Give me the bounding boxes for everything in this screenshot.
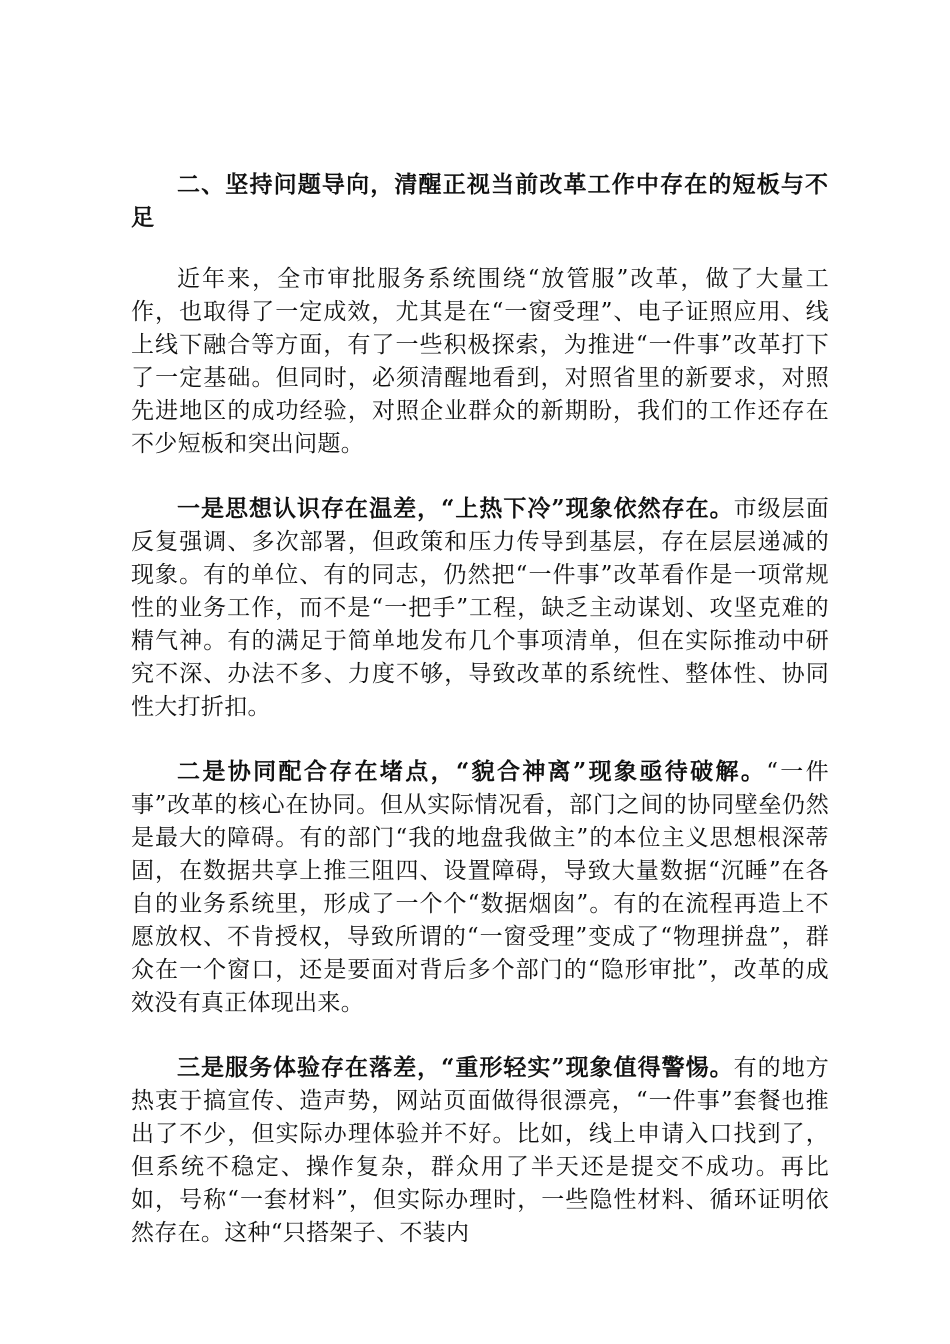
point-lead-1: 一是思想认识存在温差，“上热下冷”现象依然存在。 — [177, 495, 734, 522]
point-paragraph-3 — [131, 1051, 829, 1250]
point-body-2: “一件事”改革的核心在协同。但从实际情况看，部门之间的协同壁垒仍然是最大的障碍。有的部门“我的地盘我做主”的本位主义思想根深蒂固，在数据共享上推三阻四、设置障碍，导致大量数据“沉睡”在各自的业务系统里，形成了一个个“数据烟囱”。有的在流程再造上不愿放权、不肯授权，导致所谓的“一窗受理”变成了“物理拼盘”，群众在一个窗口，还是要面对背后多个部门的“隐形审批”，改革的成效没有真正体现出来。 — [131, 759, 829, 1016]
point-paragraph-1 — [131, 492, 829, 724]
intro-paragraph: 近年来，全市审批服务系统围绕“放管服”改革，做了大量工作，也取得了一定成效，尤其是在“一窗受理”、电子证照应用、线上线下融合等方面，有了一些积极探索，为推进“一件事”改革打下了一定基础。但同时，必须清醒地看到，对照省里的新要求，对照先进地区的成功经验，对照企业群众的新期盼，我们的工作还存在不少短板和突出问题。 — [131, 266, 829, 457]
point-body-3: 有的地方热衷于搞宣传、造声势，网站页面做得很漂亮，“一件事”套餐也推出了不少，但实际办理体验并不好。比如，线上申请入口找到了，但系统不稳定、操作复杂，群众用了半天还是提交不成功。再比如，号称“一套材料”，但实际办理时，一些隐性材料、循环证明依然存在。这种“只搭架子、不装内 — [131, 1055, 829, 1246]
point-lead-2: 二是协同配合存在堵点，“貌合神离”现象亟待破解。 — [177, 758, 767, 785]
point-paragraph-2 — [131, 755, 829, 1020]
point-lead-3: 三是服务体验存在落差，“重形轻实”现象值得警惕。 — [177, 1054, 734, 1081]
section-heading: 二、坚持问题导向，清醒正视当前改革工作中存在的短板与不足 — [131, 171, 829, 231]
point-body-1: 市级层面反复强调、多次部署，但政策和压力传导到基层，存在层层递减的现象。有的单位、有的同志，仍然把“一件事”改革看作是一项常规性的业务工作，而不是“一把手”工程，缺乏主动谋划、攻坚克难的精气神。有的满足于简单地发布几个事项清单，但在实际推动中研究不深、办法不多、力度不够，导致改革的系统性、整体性、协同性大打折扣。 — [131, 496, 829, 720]
document-page — [131, 168, 829, 1281]
